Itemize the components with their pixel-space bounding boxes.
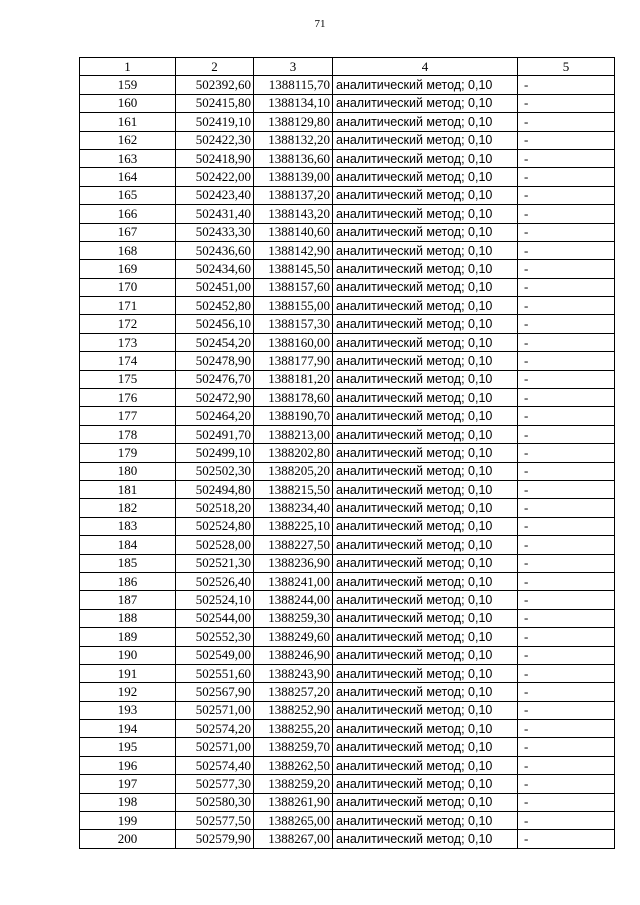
column-header: 5 (518, 58, 615, 76)
table-row (80, 260, 615, 278)
note-cell: - (518, 554, 615, 572)
coordinates-table (79, 57, 615, 849)
method-accuracy-cell: аналитический метод; 0,10 (333, 131, 518, 149)
y-coordinate-cell: 1388155,00 (254, 297, 333, 315)
x-coordinate-cell: 502431,40 (176, 205, 254, 223)
table-row (80, 720, 615, 738)
x-coordinate-cell: 502422,00 (176, 168, 254, 186)
point-number-cell: 199 (80, 812, 176, 830)
table-row (80, 149, 615, 167)
point-number-cell: 160 (80, 94, 176, 112)
table-row (80, 775, 615, 793)
method-accuracy-cell: аналитический метод; 0,10 (333, 94, 518, 112)
x-coordinate-cell: 502452,80 (176, 297, 254, 315)
point-number-cell: 184 (80, 536, 176, 554)
method-accuracy-cell: аналитический метод; 0,10 (333, 793, 518, 811)
table-row (80, 793, 615, 811)
note-cell: - (518, 76, 615, 94)
method-accuracy-cell: аналитический метод; 0,10 (333, 462, 518, 480)
x-coordinate-cell: 502422,30 (176, 131, 254, 149)
x-coordinate-cell: 502392,60 (176, 76, 254, 94)
table-row (80, 389, 615, 407)
note-cell: - (518, 168, 615, 186)
table-row (80, 407, 615, 425)
point-number-cell: 175 (80, 370, 176, 388)
x-coordinate-cell: 502574,40 (176, 756, 254, 774)
note-cell: - (518, 738, 615, 756)
y-coordinate-cell: 1388157,30 (254, 315, 333, 333)
table-row (80, 701, 615, 719)
y-coordinate-cell: 1388177,90 (254, 352, 333, 370)
point-number-cell: 196 (80, 756, 176, 774)
note-cell: - (518, 591, 615, 609)
point-number-cell: 182 (80, 499, 176, 517)
x-coordinate-cell: 502436,60 (176, 241, 254, 259)
table-row (80, 223, 615, 241)
table-row (80, 683, 615, 701)
note-cell: - (518, 425, 615, 443)
table-row (80, 756, 615, 774)
method-accuracy-cell: аналитический метод; 0,10 (333, 830, 518, 848)
point-number-cell: 167 (80, 223, 176, 241)
point-number-cell: 194 (80, 720, 176, 738)
x-coordinate-cell: 502518,20 (176, 499, 254, 517)
note-cell: - (518, 407, 615, 425)
point-number-cell: 197 (80, 775, 176, 793)
point-number-cell: 191 (80, 664, 176, 682)
y-coordinate-cell: 1388227,50 (254, 536, 333, 554)
method-accuracy-cell: аналитический метод; 0,10 (333, 517, 518, 535)
y-coordinate-cell: 1388190,70 (254, 407, 333, 425)
y-coordinate-cell: 1388265,00 (254, 812, 333, 830)
method-accuracy-cell: аналитический метод; 0,10 (333, 701, 518, 719)
table-row (80, 812, 615, 830)
point-number-cell: 165 (80, 186, 176, 204)
method-accuracy-cell: аналитический метод; 0,10 (333, 113, 518, 131)
x-coordinate-cell: 502567,90 (176, 683, 254, 701)
point-number-cell: 169 (80, 260, 176, 278)
x-coordinate-cell: 502476,70 (176, 370, 254, 388)
method-accuracy-cell: аналитический метод; 0,10 (333, 609, 518, 627)
table-row (80, 186, 615, 204)
method-accuracy-cell: аналитический метод; 0,10 (333, 664, 518, 682)
table-row (80, 664, 615, 682)
point-number-cell: 164 (80, 168, 176, 186)
y-coordinate-cell: 1388136,60 (254, 149, 333, 167)
method-accuracy-cell: аналитический метод; 0,10 (333, 646, 518, 664)
y-coordinate-cell: 1388139,00 (254, 168, 333, 186)
y-coordinate-cell: 1388267,00 (254, 830, 333, 848)
point-number-cell: 172 (80, 315, 176, 333)
y-coordinate-cell: 1388262,50 (254, 756, 333, 774)
table-row (80, 830, 615, 848)
method-accuracy-cell: аналитический метод; 0,10 (333, 149, 518, 167)
y-coordinate-cell: 1388202,80 (254, 444, 333, 462)
y-coordinate-cell: 1388249,60 (254, 628, 333, 646)
point-number-cell: 189 (80, 628, 176, 646)
table-row (80, 499, 615, 517)
x-coordinate-cell: 502502,30 (176, 462, 254, 480)
y-coordinate-cell: 1388261,90 (254, 793, 333, 811)
table-row (80, 297, 615, 315)
table-row (80, 241, 615, 259)
table-row (80, 462, 615, 480)
point-number-cell: 195 (80, 738, 176, 756)
method-accuracy-cell: аналитический метод; 0,10 (333, 628, 518, 646)
note-cell: - (518, 609, 615, 627)
x-coordinate-cell: 502544,00 (176, 609, 254, 627)
x-coordinate-cell: 502571,00 (176, 701, 254, 719)
method-accuracy-cell: аналитический метод; 0,10 (333, 756, 518, 774)
y-coordinate-cell: 1388142,90 (254, 241, 333, 259)
note-cell: - (518, 278, 615, 296)
y-coordinate-cell: 1388225,10 (254, 517, 333, 535)
method-accuracy-cell: аналитический метод; 0,10 (333, 425, 518, 443)
method-accuracy-cell: аналитический метод; 0,10 (333, 76, 518, 94)
x-coordinate-cell: 502454,20 (176, 333, 254, 351)
point-number-cell: 188 (80, 609, 176, 627)
x-coordinate-cell: 502574,20 (176, 720, 254, 738)
point-number-cell: 198 (80, 793, 176, 811)
table-row (80, 278, 615, 296)
point-number-cell: 185 (80, 554, 176, 572)
note-cell: - (518, 701, 615, 719)
table-row (80, 333, 615, 351)
table-row (80, 628, 615, 646)
note-cell: - (518, 812, 615, 830)
point-number-cell: 163 (80, 149, 176, 167)
method-accuracy-cell: аналитический метод; 0,10 (333, 591, 518, 609)
x-coordinate-cell: 502524,10 (176, 591, 254, 609)
note-cell: - (518, 756, 615, 774)
x-coordinate-cell: 502577,30 (176, 775, 254, 793)
point-number-cell: 183 (80, 517, 176, 535)
y-coordinate-cell: 1388259,30 (254, 609, 333, 627)
method-accuracy-cell: аналитический метод; 0,10 (333, 720, 518, 738)
y-coordinate-cell: 1388181,20 (254, 370, 333, 388)
table-row (80, 94, 615, 112)
method-accuracy-cell: аналитический метод; 0,10 (333, 168, 518, 186)
method-accuracy-cell: аналитический метод; 0,10 (333, 812, 518, 830)
note-cell: - (518, 499, 615, 517)
note-cell: - (518, 352, 615, 370)
point-number-cell: 181 (80, 480, 176, 498)
note-cell: - (518, 444, 615, 462)
y-coordinate-cell: 1388246,90 (254, 646, 333, 664)
table-row (80, 591, 615, 609)
x-coordinate-cell: 502433,30 (176, 223, 254, 241)
table-row (80, 646, 615, 664)
method-accuracy-cell: аналитический метод; 0,10 (333, 241, 518, 259)
y-coordinate-cell: 1388134,10 (254, 94, 333, 112)
note-cell: - (518, 113, 615, 131)
y-coordinate-cell: 1388236,90 (254, 554, 333, 572)
note-cell: - (518, 830, 615, 848)
table-row (80, 536, 615, 554)
note-cell: - (518, 517, 615, 535)
point-number-cell: 161 (80, 113, 176, 131)
table-row (80, 425, 615, 443)
page-number: 71 (314, 18, 326, 30)
table-row (80, 315, 615, 333)
note-cell: - (518, 94, 615, 112)
y-coordinate-cell: 1388129,80 (254, 113, 333, 131)
table-body (80, 76, 615, 848)
x-coordinate-cell: 502549,00 (176, 646, 254, 664)
method-accuracy-cell: аналитический метод; 0,10 (333, 775, 518, 793)
note-cell: - (518, 646, 615, 664)
note-cell: - (518, 223, 615, 241)
method-accuracy-cell: аналитический метод; 0,10 (333, 370, 518, 388)
note-cell: - (518, 389, 615, 407)
point-number-cell: 178 (80, 425, 176, 443)
x-coordinate-cell: 502419,10 (176, 113, 254, 131)
x-coordinate-cell: 502521,30 (176, 554, 254, 572)
note-cell: - (518, 480, 615, 498)
table-row (80, 480, 615, 498)
point-number-cell: 192 (80, 683, 176, 701)
x-coordinate-cell: 502434,60 (176, 260, 254, 278)
y-coordinate-cell: 1388234,40 (254, 499, 333, 517)
table-row (80, 352, 615, 370)
table-row (80, 517, 615, 535)
method-accuracy-cell: аналитический метод; 0,10 (333, 554, 518, 572)
y-coordinate-cell: 1388132,20 (254, 131, 333, 149)
y-coordinate-cell: 1388140,60 (254, 223, 333, 241)
point-number-cell: 173 (80, 333, 176, 351)
table-row (80, 554, 615, 572)
method-accuracy-cell: аналитический метод; 0,10 (333, 738, 518, 756)
y-coordinate-cell: 1388259,20 (254, 775, 333, 793)
note-cell: - (518, 572, 615, 590)
method-accuracy-cell: аналитический метод; 0,10 (333, 444, 518, 462)
method-accuracy-cell: аналитический метод; 0,10 (333, 683, 518, 701)
x-coordinate-cell: 502552,30 (176, 628, 254, 646)
method-accuracy-cell: аналитический метод; 0,10 (333, 407, 518, 425)
point-number-cell: 176 (80, 389, 176, 407)
x-coordinate-cell: 502494,80 (176, 480, 254, 498)
column-header: 3 (254, 58, 333, 76)
table-row (80, 738, 615, 756)
method-accuracy-cell: аналитический метод; 0,10 (333, 223, 518, 241)
table-row (80, 168, 615, 186)
point-number-cell: 170 (80, 278, 176, 296)
note-cell: - (518, 628, 615, 646)
x-coordinate-cell: 502551,60 (176, 664, 254, 682)
point-number-cell: 177 (80, 407, 176, 425)
point-number-cell: 179 (80, 444, 176, 462)
method-accuracy-cell: аналитический метод; 0,10 (333, 333, 518, 351)
x-coordinate-cell: 502418,90 (176, 149, 254, 167)
note-cell: - (518, 775, 615, 793)
x-coordinate-cell: 502528,00 (176, 536, 254, 554)
x-coordinate-cell: 502423,40 (176, 186, 254, 204)
table-row (80, 609, 615, 627)
x-coordinate-cell: 502580,30 (176, 793, 254, 811)
table-row (80, 131, 615, 149)
table-header-row (80, 58, 615, 76)
y-coordinate-cell: 1388243,90 (254, 664, 333, 682)
y-coordinate-cell: 1388252,90 (254, 701, 333, 719)
table-row (80, 370, 615, 388)
y-coordinate-cell: 1388255,20 (254, 720, 333, 738)
point-number-cell: 174 (80, 352, 176, 370)
column-header: 2 (176, 58, 254, 76)
point-number-cell: 186 (80, 572, 176, 590)
method-accuracy-cell: аналитический метод; 0,10 (333, 297, 518, 315)
point-number-cell: 159 (80, 76, 176, 94)
method-accuracy-cell: аналитический метод; 0,10 (333, 536, 518, 554)
y-coordinate-cell: 1388257,20 (254, 683, 333, 701)
y-coordinate-cell: 1388137,20 (254, 186, 333, 204)
x-coordinate-cell: 502577,50 (176, 812, 254, 830)
point-number-cell: 171 (80, 297, 176, 315)
method-accuracy-cell: аналитический метод; 0,10 (333, 499, 518, 517)
table-row (80, 205, 615, 223)
y-coordinate-cell: 1388157,60 (254, 278, 333, 296)
note-cell: - (518, 260, 615, 278)
method-accuracy-cell: аналитический метод; 0,10 (333, 352, 518, 370)
method-accuracy-cell: аналитический метод; 0,10 (333, 315, 518, 333)
note-cell: - (518, 664, 615, 682)
method-accuracy-cell: аналитический метод; 0,10 (333, 260, 518, 278)
table-row (80, 444, 615, 462)
note-cell: - (518, 186, 615, 204)
method-accuracy-cell: аналитический метод; 0,10 (333, 389, 518, 407)
note-cell: - (518, 241, 615, 259)
method-accuracy-cell: аналитический метод; 0,10 (333, 205, 518, 223)
y-coordinate-cell: 1388145,50 (254, 260, 333, 278)
column-header: 4 (333, 58, 518, 76)
column-header: 1 (80, 58, 176, 76)
point-number-cell: 162 (80, 131, 176, 149)
y-coordinate-cell: 1388143,20 (254, 205, 333, 223)
note-cell: - (518, 149, 615, 167)
note-cell: - (518, 720, 615, 738)
y-coordinate-cell: 1388259,70 (254, 738, 333, 756)
method-accuracy-cell: аналитический метод; 0,10 (333, 572, 518, 590)
point-number-cell: 180 (80, 462, 176, 480)
x-coordinate-cell: 502478,90 (176, 352, 254, 370)
point-number-cell: 166 (80, 205, 176, 223)
y-coordinate-cell: 1388215,50 (254, 480, 333, 498)
table-row (80, 76, 615, 94)
note-cell: - (518, 536, 615, 554)
y-coordinate-cell: 1388178,60 (254, 389, 333, 407)
table-row (80, 572, 615, 590)
x-coordinate-cell: 502579,90 (176, 830, 254, 848)
note-cell: - (518, 205, 615, 223)
method-accuracy-cell: аналитический метод; 0,10 (333, 278, 518, 296)
note-cell: - (518, 315, 615, 333)
point-number-cell: 168 (80, 241, 176, 259)
x-coordinate-cell: 502571,00 (176, 738, 254, 756)
x-coordinate-cell: 502472,90 (176, 389, 254, 407)
note-cell: - (518, 333, 615, 351)
point-number-cell: 193 (80, 701, 176, 719)
y-coordinate-cell: 1388115,70 (254, 76, 333, 94)
x-coordinate-cell: 502464,20 (176, 407, 254, 425)
y-coordinate-cell: 1388213,00 (254, 425, 333, 443)
y-coordinate-cell: 1388160,00 (254, 333, 333, 351)
x-coordinate-cell: 502491,70 (176, 425, 254, 443)
note-cell: - (518, 370, 615, 388)
note-cell: - (518, 131, 615, 149)
point-number-cell: 187 (80, 591, 176, 609)
x-coordinate-cell: 502526,40 (176, 572, 254, 590)
method-accuracy-cell: аналитический метод; 0,10 (333, 480, 518, 498)
x-coordinate-cell: 502415,80 (176, 94, 254, 112)
note-cell: - (518, 683, 615, 701)
y-coordinate-cell: 1388241,00 (254, 572, 333, 590)
y-coordinate-cell: 1388244,00 (254, 591, 333, 609)
method-accuracy-cell: аналитический метод; 0,10 (333, 186, 518, 204)
x-coordinate-cell: 502499,10 (176, 444, 254, 462)
x-coordinate-cell: 502451,00 (176, 278, 254, 296)
note-cell: - (518, 793, 615, 811)
y-coordinate-cell: 1388205,20 (254, 462, 333, 480)
table-row (80, 113, 615, 131)
note-cell: - (518, 462, 615, 480)
x-coordinate-cell: 502456,10 (176, 315, 254, 333)
point-number-cell: 200 (80, 830, 176, 848)
note-cell: - (518, 297, 615, 315)
x-coordinate-cell: 502524,80 (176, 517, 254, 535)
point-number-cell: 190 (80, 646, 176, 664)
